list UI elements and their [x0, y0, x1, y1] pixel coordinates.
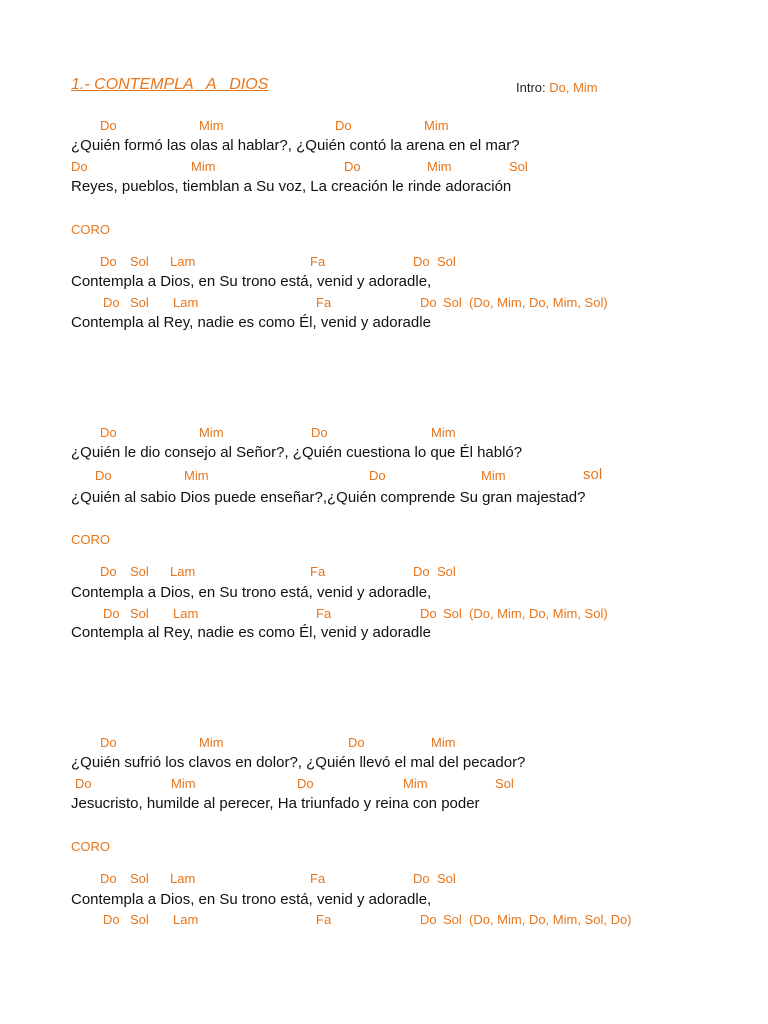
chord: Lam: [170, 871, 196, 886]
chord: Sol: [130, 295, 149, 310]
lyric-line: ¿Quién sufrió los clavos en dolor?, ¿Quién llevó el mal del pecador?: [71, 754, 526, 771]
chord: Mim: [427, 159, 452, 174]
chord: Sol: [495, 776, 514, 791]
chord-sequence: (Do, Mim, Do, Mim, Sol): [469, 295, 608, 310]
chord: Do: [100, 735, 117, 750]
chord: Sol: [130, 254, 149, 269]
chord: Mim: [431, 735, 456, 750]
chord: sol: [583, 466, 603, 483]
chord: Fa: [310, 564, 326, 579]
chord: Do: [103, 295, 120, 310]
lyric-line: ¿Quién le dio consejo al Señor?, ¿Quién cuestiona lo que Él habló?: [71, 444, 523, 461]
chord: Fa: [310, 871, 326, 886]
chord: Do: [413, 564, 430, 579]
chord: Do: [100, 118, 117, 133]
chord: Mim: [403, 776, 428, 791]
chord-sequence: (Do, Mim, Do, Mim, Sol): [469, 606, 608, 621]
lyric-line: Contempla al Rey, nadie es como Él, venid y adoradle: [71, 624, 431, 641]
chord: Sol: [130, 564, 149, 579]
intro-line: [516, 80, 598, 95]
lyric-line: ¿Quién formó las olas al hablar?, ¿Quién contó la arena en el mar?: [71, 137, 520, 154]
chord: Do: [71, 159, 88, 174]
chord: Lam: [170, 564, 196, 579]
chord: Do: [311, 425, 328, 440]
chord: Sol: [509, 159, 528, 174]
chord: Lam: [173, 295, 199, 310]
chord: Do: [413, 254, 430, 269]
chord: Fa: [316, 912, 332, 927]
chord: Sol: [130, 912, 149, 927]
chord-sequence: (Do, Mim, Do, Mim, Sol, Do): [469, 912, 632, 927]
intro-chords: Do, Mim: [549, 80, 598, 95]
lyric-line: Jesucristo, humilde al perecer, Ha triunfado y reina con poder: [71, 795, 480, 812]
chord: Do: [297, 776, 314, 791]
chord: Mim: [424, 118, 449, 133]
chord: Lam: [170, 254, 196, 269]
chord: Do: [348, 735, 365, 750]
lyric-line: Contempla a Dios, en Su trono está, venid y adoradle,: [71, 273, 432, 290]
chord: Sol: [443, 606, 462, 621]
chord: Do: [344, 159, 361, 174]
chord: Do: [369, 468, 386, 483]
song-title: 1.- CONTEMPLA A DIOS: [71, 76, 269, 93]
chord: Do: [95, 468, 112, 483]
coro-label: CORO: [71, 222, 110, 237]
chord: Fa: [316, 295, 332, 310]
chord: Mim: [171, 776, 196, 791]
chord: Mim: [431, 425, 456, 440]
chord: Do: [103, 606, 120, 621]
chord: Mim: [199, 735, 224, 750]
chord: Lam: [173, 912, 199, 927]
chord: Sol: [130, 871, 149, 886]
chord: Mim: [481, 468, 506, 483]
coro-label: CORO: [71, 532, 110, 547]
chord: Sol: [130, 606, 149, 621]
chord: Sol: [443, 912, 462, 927]
lyric-line: Contempla al Rey, nadie es como Él, venid y adoradle: [71, 314, 431, 331]
chord: Do: [413, 871, 430, 886]
chord: Mim: [191, 159, 216, 174]
intro-label: Intro:: [516, 80, 550, 95]
chord: Do: [335, 118, 352, 133]
chord: Mim: [199, 118, 224, 133]
chord: Do: [100, 564, 117, 579]
coro-label: CORO: [71, 839, 110, 854]
chord: Sol: [437, 564, 456, 579]
chord: Mim: [184, 468, 209, 483]
lyric-line: Reyes, pueblos, tiemblan a Su voz, La creación le rinde adoración: [71, 178, 512, 195]
chord: Sol: [437, 254, 456, 269]
chord: Sol: [437, 871, 456, 886]
lyric-line: Contempla a Dios, en Su trono está, venid y adoradle,: [71, 584, 432, 601]
chord: Do: [103, 912, 120, 927]
chord: Mim: [199, 425, 224, 440]
lyric-line: ¿Quién al sabio Dios puede enseñar?,¿Quién comprende Su gran majestad?: [71, 489, 586, 506]
chord: Do: [100, 425, 117, 440]
chord: Do: [420, 912, 437, 927]
chord: Do: [100, 871, 117, 886]
chord: Do: [420, 606, 437, 621]
lyric-line: Contempla a Dios, en Su trono está, venid y adoradle,: [71, 891, 432, 908]
chord: Fa: [316, 606, 332, 621]
chord: Do: [75, 776, 92, 791]
chord: Sol: [443, 295, 462, 310]
chord: Fa: [310, 254, 326, 269]
chord: Do: [100, 254, 117, 269]
chord: Lam: [173, 606, 199, 621]
chord: Do: [420, 295, 437, 310]
